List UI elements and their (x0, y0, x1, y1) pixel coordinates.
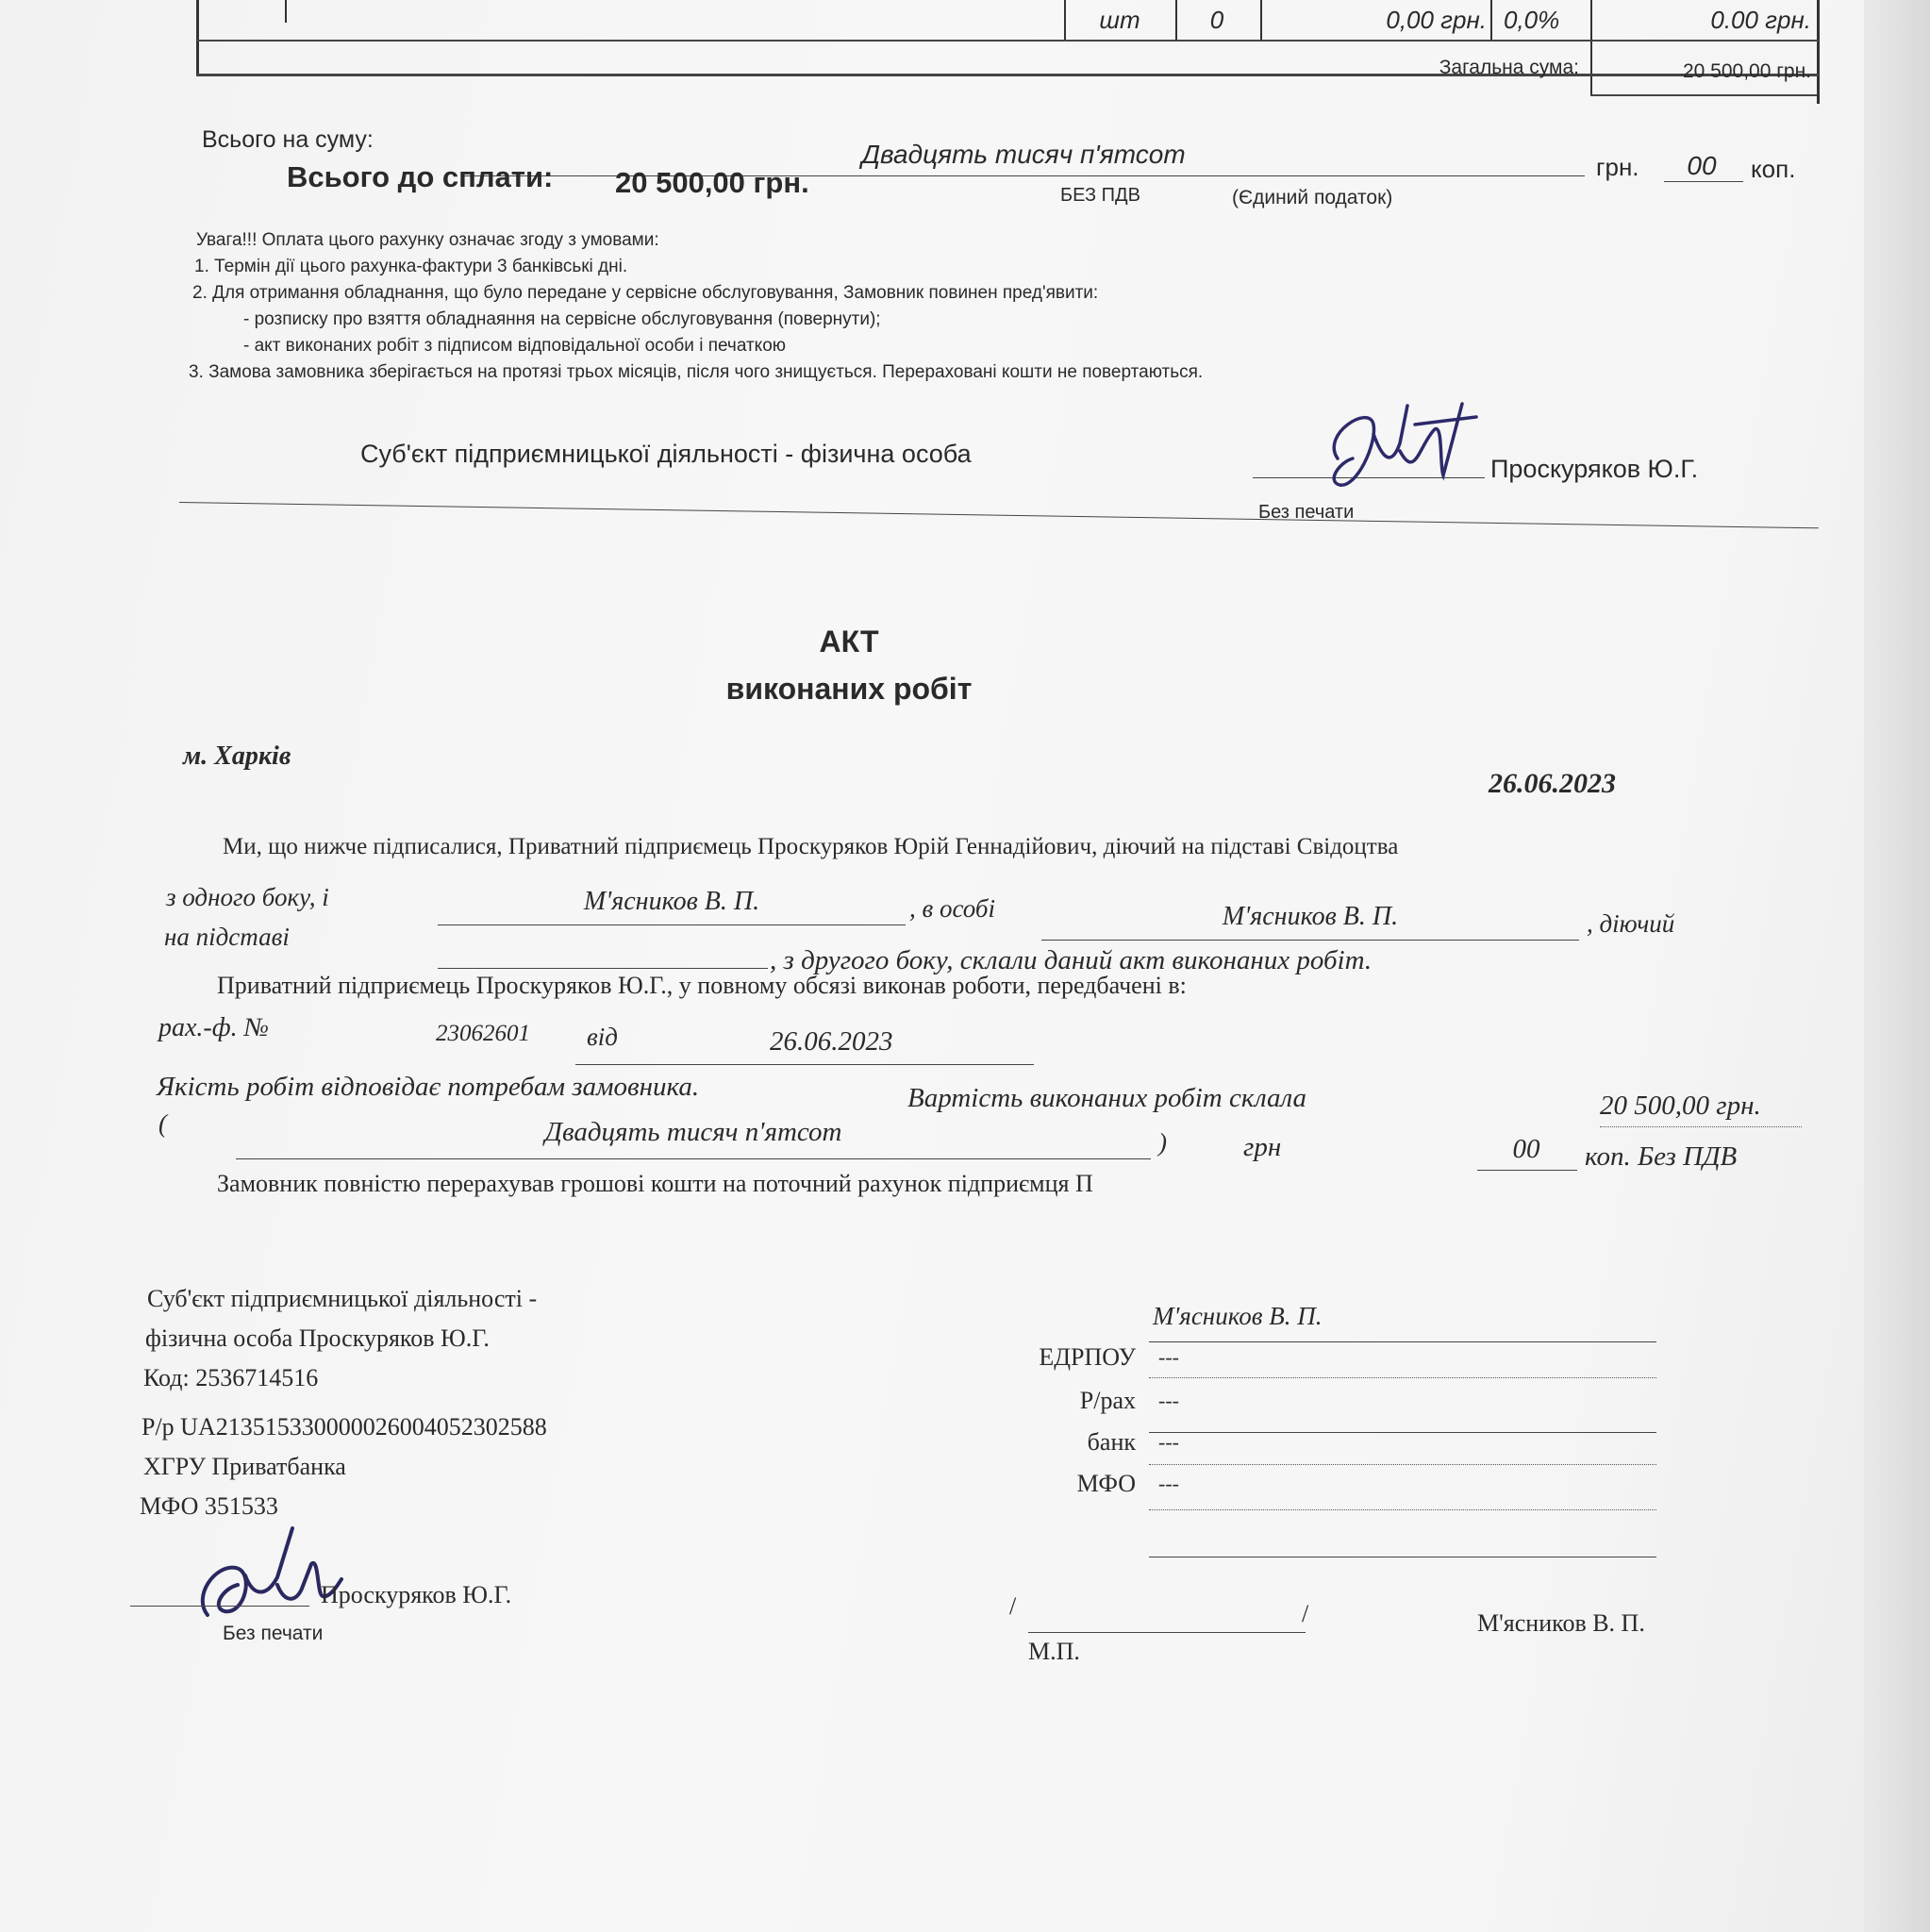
contractor-signature (179, 1509, 349, 1632)
from-label: від (587, 1023, 618, 1051)
act-paragraph-2: Приватний підприємець Проскуряков Ю.Г., у повному обсязі виконав роботи, передбачені в: (217, 972, 1187, 999)
basis-label: на підставі (164, 923, 290, 951)
kop-label-act: коп. Без ПДВ (1585, 1141, 1738, 1172)
to-pay-value: 20 500,00 грн. (615, 166, 809, 199)
customer-detail-value: --- (1158, 1430, 1179, 1454)
slash-left: / (1009, 1592, 1017, 1620)
cost-value: 20 500,00 грн. (1600, 1091, 1761, 1121)
page-edge (1864, 0, 1930, 1932)
kop-label: коп. (1751, 155, 1796, 183)
invoice-no: 23062601 (436, 1021, 530, 1046)
tax-note: (Єдиний податок) (1232, 187, 1393, 208)
table-qty: 0 (1209, 6, 1224, 34)
entity-label: Суб'єкт підприємницької діяльності - фізична особа (360, 440, 972, 468)
table-percent: 0,0% (1504, 6, 1560, 34)
table-sum: 0.00 грн. (1710, 6, 1811, 34)
total-value: 20 500,00 грн. (1682, 60, 1811, 82)
total-words: Двадцять тисяч п'ятсот (861, 140, 1186, 169)
person-label: , в особі (909, 894, 996, 923)
acting-label: , діючий (1587, 909, 1675, 938)
act-subtitle: виконаних робіт (725, 672, 973, 706)
act-city: м. Харків (183, 741, 291, 771)
terms-line: - акт виконаних робіт з підписом відповідальної особи і печаткою (243, 336, 787, 356)
cost-words: Двадцять тисяч п'ятсот (544, 1117, 842, 1147)
contractor-line: Код: 2536714516 (143, 1364, 319, 1391)
close-paren: ) (1158, 1128, 1167, 1157)
kop-value-act: 00 (1512, 1134, 1540, 1164)
side-two-text: , з другого боку, склали даний акт виконаних робіт. (770, 945, 1373, 975)
open-paren: ( (158, 1109, 167, 1138)
slash-right: / (1302, 1600, 1309, 1627)
signer-name: Проскуряков Ю.Г. (1490, 455, 1699, 483)
no-seal-note: Без печати (1258, 502, 1355, 523)
customer-detail-label: Р/рах (1079, 1387, 1136, 1414)
signature-mark (1302, 396, 1481, 500)
act-side-one: з одного боку, і (166, 883, 329, 911)
contractor-signer: Проскуряков Ю.Г. (321, 1581, 512, 1608)
customer-signer: М'ясников В. П. (1477, 1609, 1645, 1637)
terms-line: Увага!!! Оплата цього рахунку означає згоду з умовами: (196, 230, 659, 250)
contractor-line: Р/р UA213515330000026004052302588 (141, 1413, 547, 1441)
customer-detail-label: банк (1087, 1428, 1136, 1456)
grn-label: грн. (1596, 153, 1639, 181)
contractor-line: Суб'єкт підприємницької діяльності - (147, 1285, 538, 1312)
customer-block-name: М'ясников В. П. (1153, 1302, 1323, 1330)
table-price: 0,00 грн. (1386, 6, 1487, 34)
act-title: АКТ (819, 625, 879, 658)
customer-person: М'ясников В. П. (1222, 902, 1399, 931)
vat-note: БЕЗ ПДВ (1060, 185, 1140, 206)
act-paragraph-1: Ми, що нижче підписалися, Приватний підприємець Проскуряков Юрій Геннадійович, діючий на підставі Свідоцтва (223, 834, 1399, 859)
cost-label: Вартість виконаних робіт склала (907, 1083, 1307, 1113)
contractor-line: МФО 351533 (140, 1492, 278, 1520)
contractor-line: ХГРУ Приватбанка (143, 1453, 346, 1480)
terms-line: - розписку про взяття обладнаяння на сервісне обслуговування (повернути); (243, 309, 881, 329)
invoice-date: 26.06.2023 (770, 1026, 893, 1057)
customer-detail-value: --- (1158, 1389, 1179, 1412)
terms-line: 2. Для отримання обладнання, що було передане у сервісне обслуговування, Замовник повинен пред'явити: (192, 283, 1099, 303)
act-date: 26.06.2023 (1489, 768, 1616, 799)
act-paragraph-3: Замовник повністю перерахував грошові кошти на поточний рахунок підприємця П (217, 1170, 1093, 1197)
terms-line: 1. Термін дії цього рахунка-фактури 3 банківські дні. (194, 257, 628, 276)
customer-detail-label: ЕДРПОУ (1039, 1343, 1136, 1371)
stamp-place-label: М.П. (1028, 1638, 1080, 1665)
grn-label-act: грн (1243, 1132, 1282, 1162)
table-unit: шт (1099, 6, 1140, 34)
customer-name: М'ясников В. П. (583, 887, 760, 916)
total-label: Загальна сума: (1439, 57, 1579, 78)
contractor-no-seal: Без печати (223, 1623, 324, 1644)
contractor-line: фізична особа Проскуряков Ю.Г. (145, 1324, 490, 1352)
invoice-no-label: рах.-ф. № (158, 1013, 270, 1042)
kop-value: 00 (1687, 151, 1717, 180)
quality-text: Якість робіт відповідає потребам замовника. (157, 1072, 700, 1102)
total-words-label: Всього на суму: (202, 126, 374, 153)
customer-detail-value: --- (1158, 1345, 1179, 1369)
terms-line: 3. Замова замовника зберігається на протязі трьох місяців, після чого знищується. Перераховані кошти не повертаються. (189, 362, 1204, 382)
customer-detail-label: МФО (1076, 1470, 1136, 1497)
customer-detail-value: --- (1158, 1472, 1179, 1495)
to-pay-label: Всього до сплати: (287, 160, 554, 193)
